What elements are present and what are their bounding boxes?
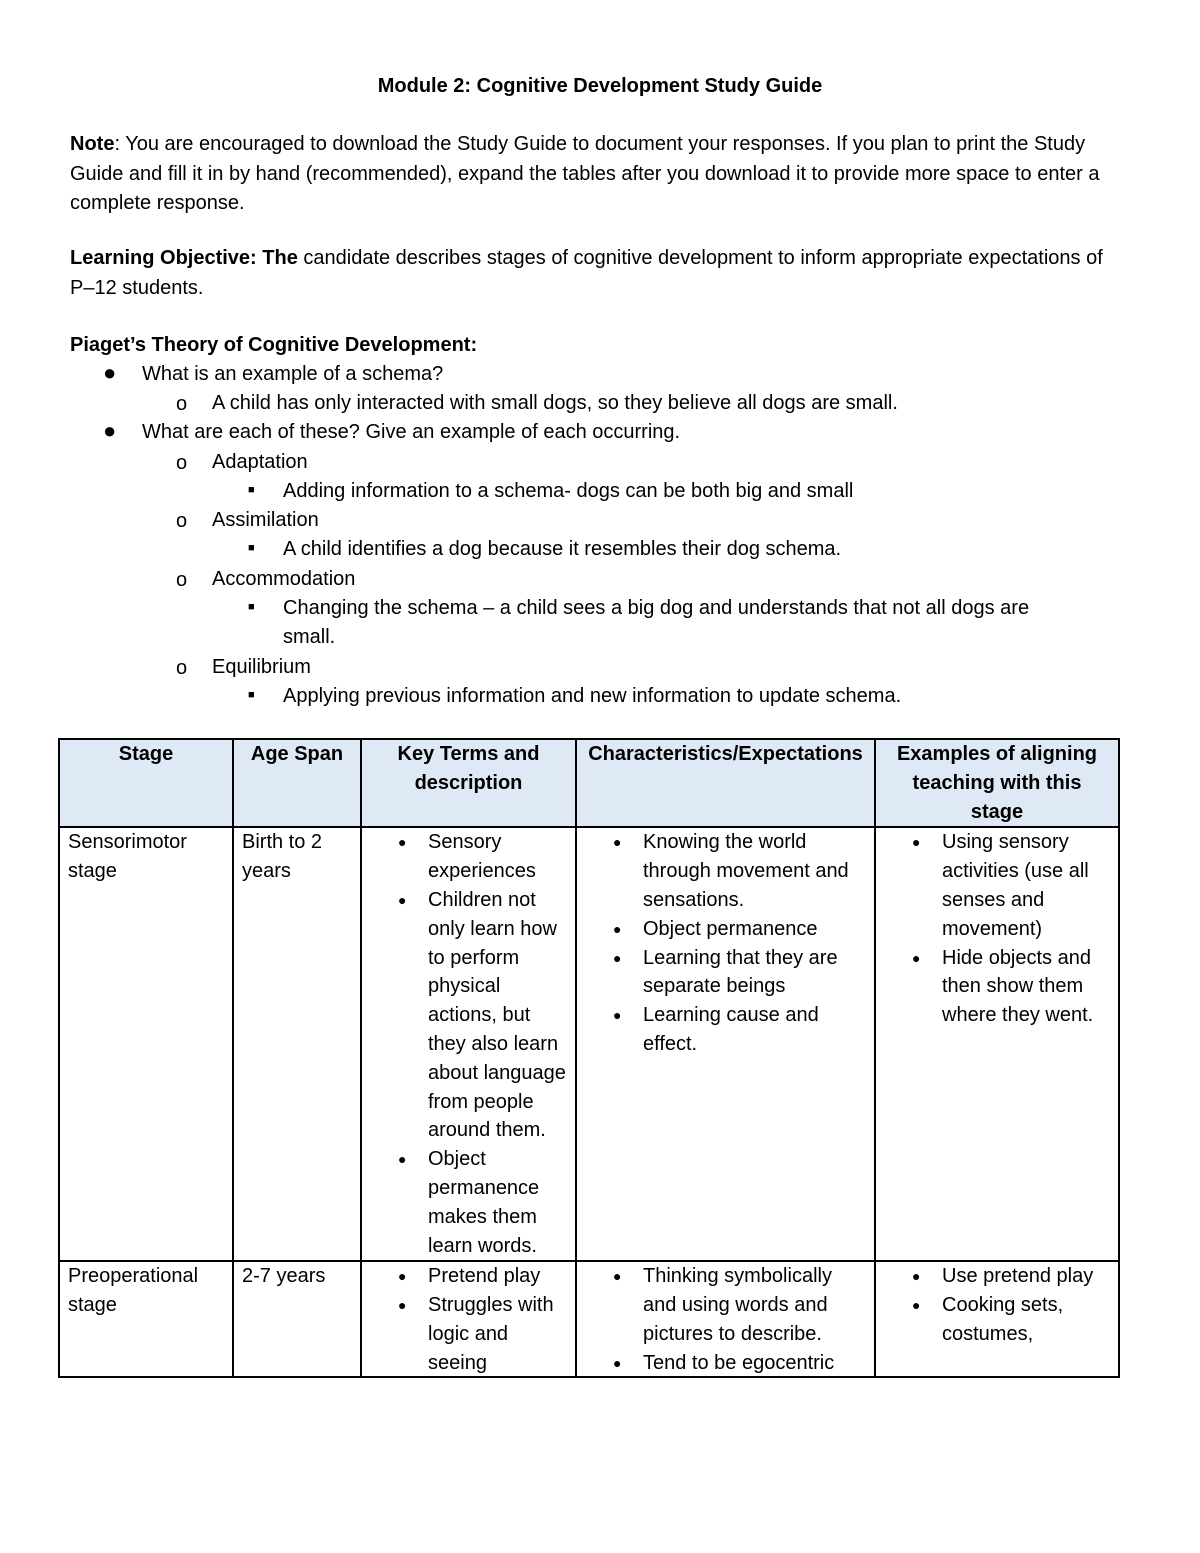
list-item: ● Object permanence <box>577 915 866 944</box>
list-item: ● Tend to be egocentric <box>577 1349 866 1377</box>
list-item: ● Learning cause and effect. <box>577 1001 866 1059</box>
list-item: ● Hide objects and then show them where they went. <box>876 944 1110 1030</box>
list-item: ● Object permanence makes them learn words. <box>362 1145 567 1260</box>
cell-key-terms <box>361 1261 576 1377</box>
answer-adaptation: Adding information to a schema- dogs can be both big and small <box>283 480 854 502</box>
cell-stage-text: Preoperational stage <box>68 1265 199 1317</box>
header-examples: Examples of aligning teaching with this stage <box>875 739 1119 827</box>
bullet-icon: ● <box>103 360 117 385</box>
square-bullet-icon: ■ <box>248 484 255 496</box>
answer-equilibrium: Applying previous information and new information to update schema. <box>283 685 902 707</box>
header-age-span: Age Span <box>233 739 361 827</box>
list-item: ● Learning that they are separate beings <box>577 944 866 1002</box>
table-row <box>59 1261 1119 1377</box>
header-stage: Stage <box>59 739 233 827</box>
note-label: Note <box>70 133 115 155</box>
piaget-heading: Piaget’s Theory of Cognitive Development: <box>70 334 478 356</box>
square-bullet-icon: ■ <box>248 689 255 701</box>
circle-bullet-icon: o <box>176 393 188 415</box>
table-header-row <box>59 739 1119 827</box>
header-characteristics: Characteristics/Expectations <box>576 739 875 827</box>
list-item: ● Struggles with logic and seeing <box>362 1291 567 1376</box>
header-key-terms: Key Terms and description <box>361 739 576 827</box>
learning-objective-paragraph <box>70 244 1130 303</box>
square-bullet-icon: ■ <box>248 542 255 554</box>
cell-characteristics <box>576 1261 875 1377</box>
term-assimilation: Assimilation <box>212 509 319 531</box>
note-paragraph <box>70 130 1130 219</box>
circle-bullet-icon: o <box>176 569 188 591</box>
cell-examples <box>875 827 1119 1261</box>
list-item: ● Children not only learn how to perform physical actions, but they also learn about language from people around them. <box>362 886 567 1145</box>
list-item: ● Sensory experiences <box>362 828 567 886</box>
page-title: Module 2: Cognitive Development Study Guide <box>377 75 823 97</box>
cell-age-span: Birth to 2 years <box>233 827 361 1261</box>
cell-age-span <box>233 1261 361 1377</box>
list-item: ● Cooking sets, costumes, <box>876 1291 1110 1349</box>
answer-accommodation-line1: Changing the schema – a child sees a big dog and understands that not all dogs are <box>283 597 1030 619</box>
objective-text: candidate describes stages of cognitive development to inform appropriate expectations of P–12 students. <box>70 247 1103 299</box>
list-item: ● Using sensory activities (use all senses and movement) <box>876 828 1110 943</box>
circle-bullet-icon: o <box>176 452 188 474</box>
cell-stage: Sensorimotor stage <box>59 827 233 1261</box>
table-row <box>59 827 1119 1261</box>
cognitive-stages-table <box>58 738 1120 1378</box>
list-item: ● Use pretend play <box>876 1262 1110 1291</box>
cell-age-span-text: 2-7 years <box>242 1265 326 1288</box>
cell-characteristics <box>576 827 875 1261</box>
answer-accommodation-line2: small. <box>283 626 336 648</box>
cell-key-terms <box>361 827 576 1261</box>
answer-assimilation: A child identifies a dog because it resembles their dog schema. <box>283 538 842 560</box>
term-adaptation: Adaptation <box>212 451 308 473</box>
question-schema: What is an example of a schema? <box>142 363 444 385</box>
list-item: ● Pretend play <box>362 1262 567 1291</box>
cell-examples <box>875 1261 1119 1377</box>
square-bullet-icon: ■ <box>248 601 255 613</box>
term-accommodation: Accommodation <box>212 568 356 590</box>
answer-schema: A child has only interacted with small dogs, so they believe all dogs are small. <box>212 392 898 414</box>
list-item: ● Thinking symbolically and using words and pictures to describe. <box>577 1262 866 1348</box>
note-text: : You are encouraged to download the Study Guide to document your responses. If you plan to print the Study Guide and fill it in by hand (recommended), expand the tables after you download it to provide more space to enter a complete response. <box>70 133 1100 214</box>
bullet-icon: ● <box>103 418 117 443</box>
term-equilibrium: Equilibrium <box>212 656 311 678</box>
cell-stage <box>59 1261 233 1377</box>
circle-bullet-icon: o <box>176 510 188 532</box>
circle-bullet-icon: o <box>176 657 188 679</box>
list-item: ● Knowing the world through movement and sensations. <box>577 828 866 914</box>
objective-label: Learning Objective: The <box>70 247 298 269</box>
question-terms: What are each of these? Give an example of each occurring. <box>142 421 681 443</box>
